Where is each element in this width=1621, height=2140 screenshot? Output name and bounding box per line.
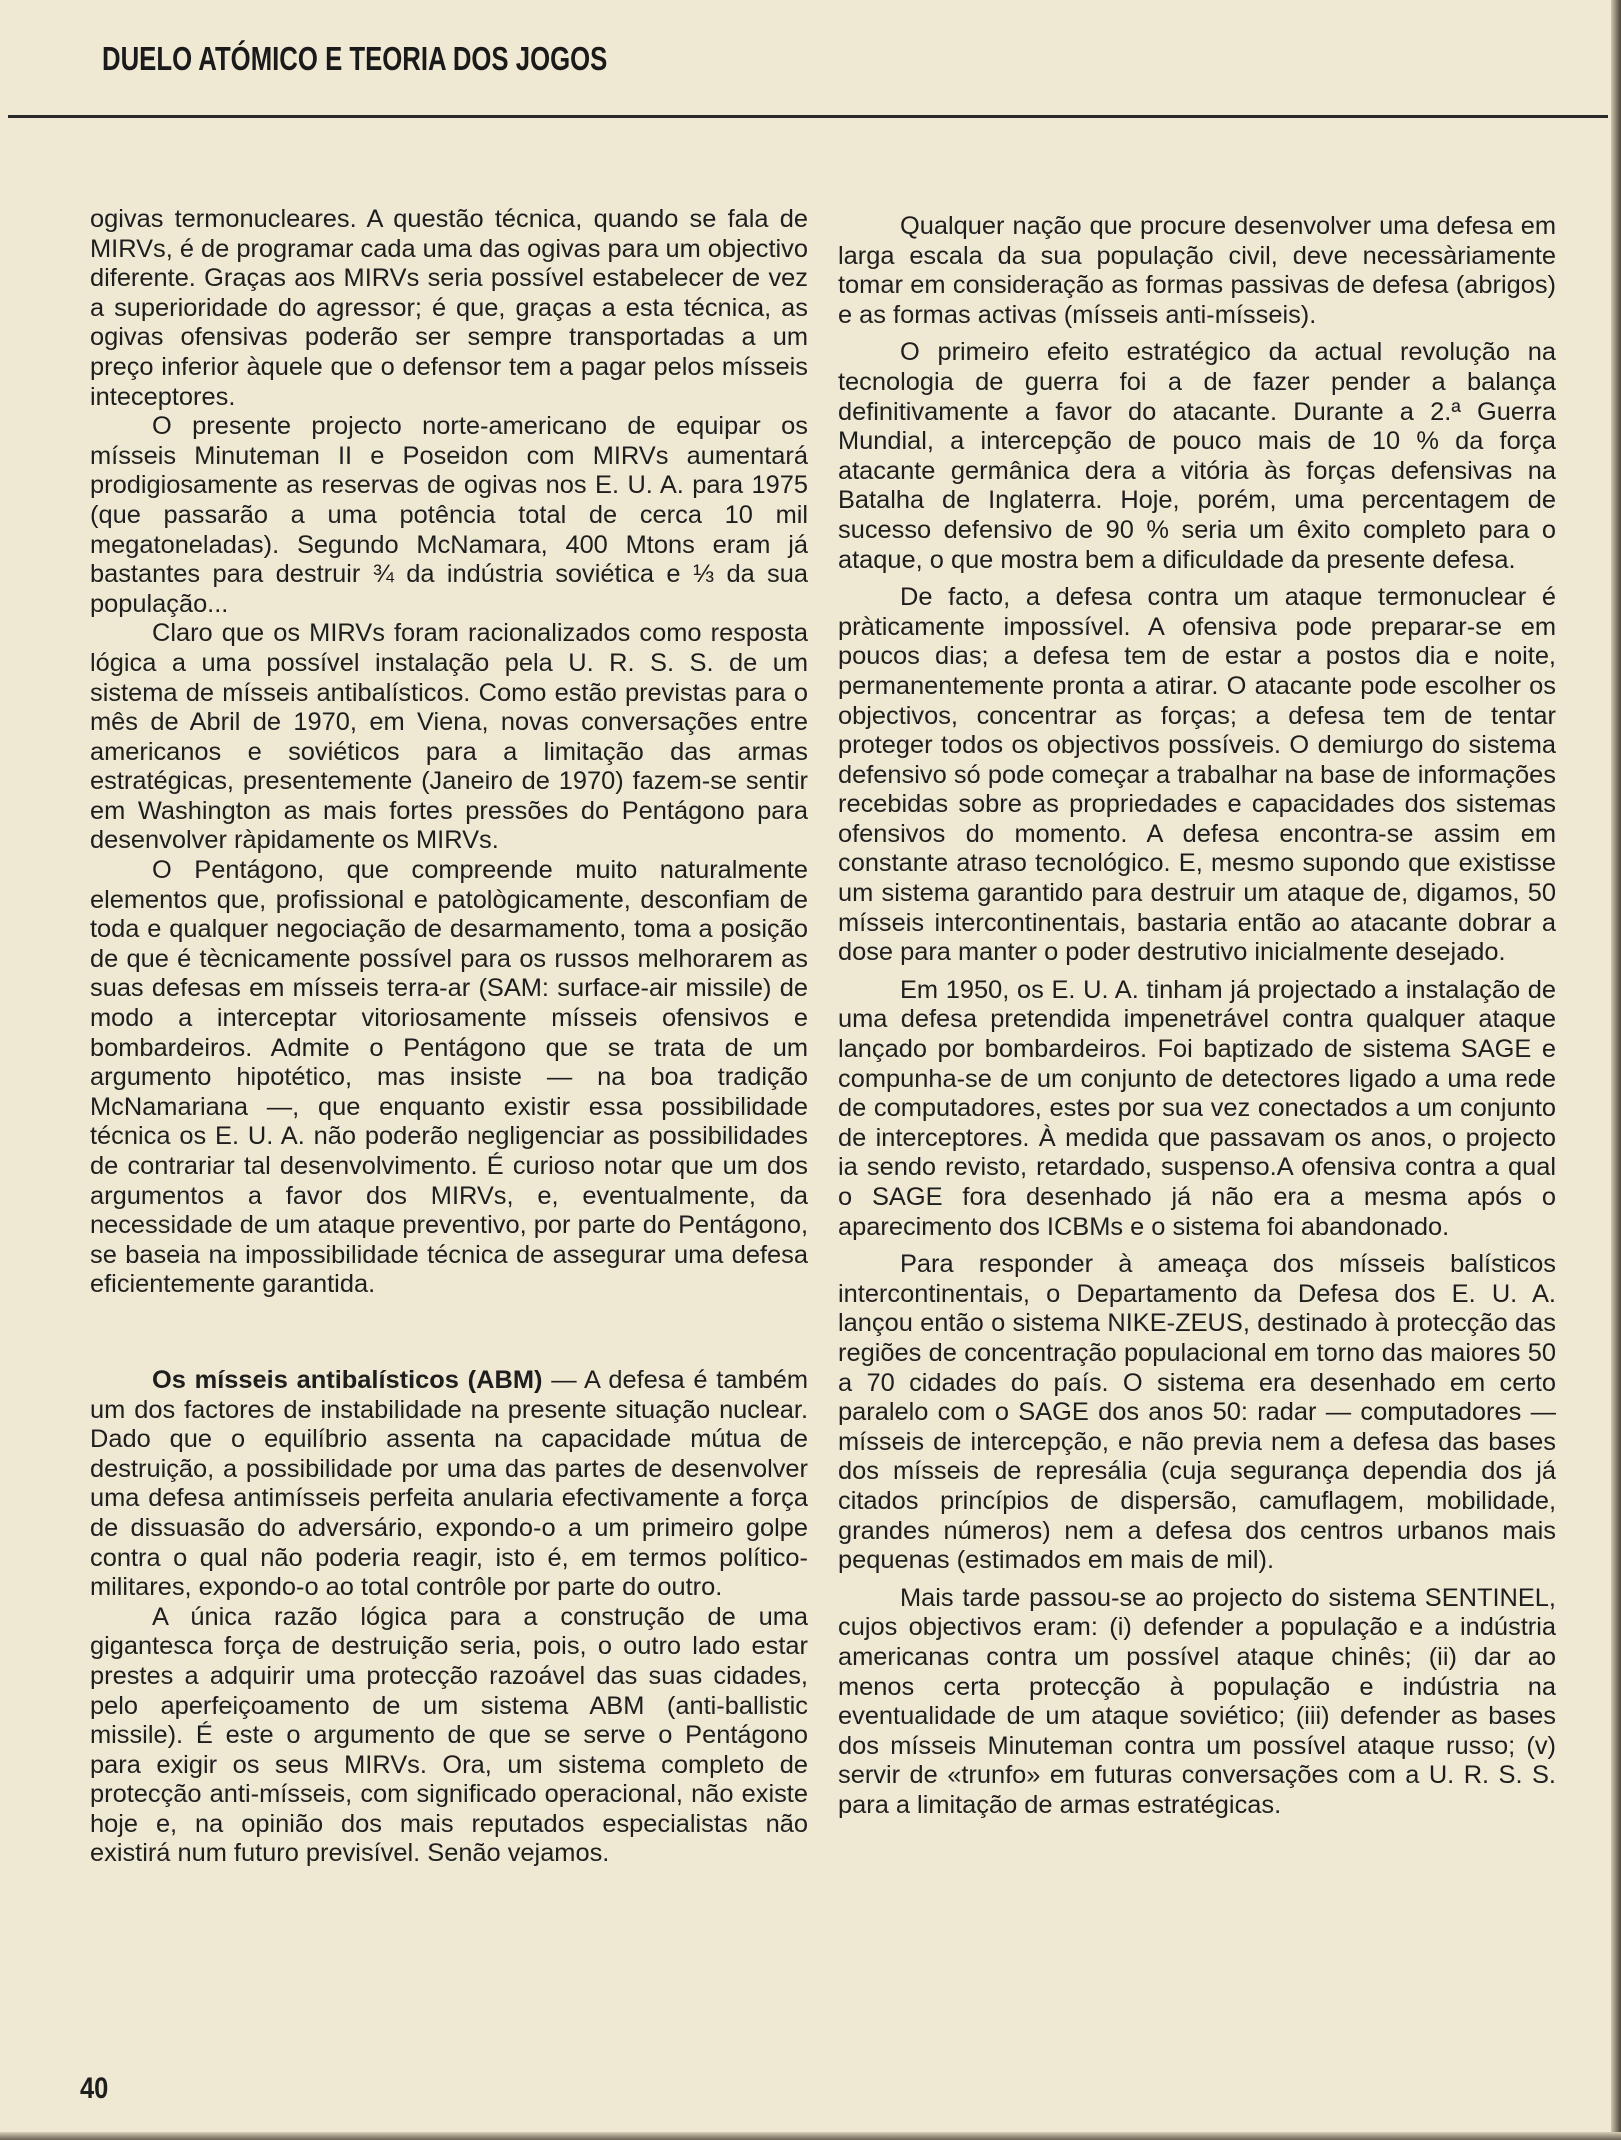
paragraph: O primeiro efeito estratégico da actual revolução na tecnologia de guerra foi a de fazer pender a balança definitivamente a favor do atacante. Durante a 2.ª Guerra Mundial, a intercepção de pouco mais de 10 % da força atacante germânica dera a vitória às forças defensivas na Batalha de Inglaterra. Hoje, porém, uma percentagem de sucesso defensivo de 90 % seria um êxito completo para o ataque, o que mostra bem a dificuldade da presente defesa. — [838, 338, 1556, 574]
paragraph: O presente projecto norte-americano de equipar os mísseis Minuteman II e Poseidon com MIRVs aumentará prodigiosamente as reservas de ogivas nos E. U. A. para 1975 (que passarão a uma potência total de cerca 10 mil megatoneladas). Segundo McNamara, 400 Mtons eram já bastantes para destruir ¾ da indústria soviética e ⅓ da sua população... — [90, 412, 808, 618]
paragraph: A única razão lógica para a construção de uma gigantesca força de destruição seria, pois, o outro lado estar prestes a adquirir uma protecção razoável das suas cidades, pelo aperfeiçoamento de um sistema ABM (anti-ballistic missile). É este o argumento de que se serve o Pentágono para exigir os seus MIRVs. Ora, um sistema completo de protecção anti-mísseis, com significado operacional, não existe hoje e, na opinião dos mais reputados especialistas não existirá num futuro previsível. Senão vejamos. — [90, 1602, 808, 1868]
paragraph: ogivas termonucleares. A questão técnica, quando se fala de MIRVs, é de programar cada uma das ogivas para um objectivo diferente. Graças aos MIRVs seria possível estabelecer de vez a superioridade do agressor; é que, graças a esta técnica, as ogivas ofensivas poderão ser sempre transportadas a um preço inferior àquele que o defensor tem a pagar pelos mísseis inteceptores. — [90, 205, 808, 411]
section-body: — A defesa é também um dos factores de instabilidade na presente situação nuclear. Dado que o equilíbrio assenta na capacidade mútua de destruição, a possibilidade por uma das partes de desenvolver uma defesa antimísseis perfeita anularia efectivamente a força de dissuasão do adversário, expondo-o a um primeiro golpe contra o qual não poderia reagir, isto é, em termos político-militares, expondo-o ao total contrôle por parte do outro. — [90, 1365, 808, 1602]
paragraph: Mais tarde passou-se ao projecto do sistema SENTINEL, cujos objectivos eram: (i) defender a população e a indústria americanas contra um possível ataque chinês; (ii) dar ao menos certa protecção à população e indústria na eventualidade de um ataque soviético; (iii) defender as bases dos mísseis Minuteman contra um possível ataque russo; (v) servir de «trunfo» em futuras conversações com a U. R. S. S. para a limitação de armas estratégicas. — [838, 1583, 1556, 1819]
paragraph: Em 1950, os E. U. A. tinham já projectado a instalação de uma defesa pretendida impenetrável contra qualquer ataque lançado por bombardeiros. Foi baptizado de sistema SAGE e compunha-se de um conjunto de detectores ligado a uma rede de computadores, estes por sua vez conectados a um conjunto de interceptores. À medida que passavam os anos, o projecto ia sendo revisto, retardado, suspenso.A ofensiva contra a qual o SAGE fora desenhado já não era a mesma após o aparecimento dos ICBMs e o sistema foi abandonado. — [838, 975, 1556, 1241]
running-title: DUELO ATÓMICO E TEORIA DOS JOGOS — [102, 40, 608, 77]
page-edge — [1611, 0, 1621, 2140]
page-edge-bottom — [0, 2132, 1621, 2140]
left-column — [90, 205, 808, 1869]
header-rule — [8, 115, 1608, 118]
section-heading: Os mísseis antibalísticos (ABM) — [152, 1365, 543, 1394]
section-paragraph — [90, 1366, 808, 1603]
paragraph: Para responder à ameaça dos mísseis balísticos intercontinentais, o Departamento da Defesa dos E. U. A. lançou então o sistema NIKE-ZEUS, destinado à protecção das regiões de concentração populacional em torno das maiores 50 a 70 cidades do país. O sistema era desenhado em certo paralelo com o SAGE dos anos 50: radar — computadores — mísseis de intercepção, e não previa nem a defesa das bases dos mísseis de represália (cuja segurança dependia dos já citados princípios de dispersão, camuflagem, mobilidade, grandes números) nem a defesa dos centros urbanos mais pequenas (estimados em mais de mil). — [838, 1250, 1556, 1575]
paragraph: De facto, a defesa contra um ataque termonuclear é pràticamente impossível. A ofensiva pode preparar-se em poucos dias; a defesa tem de estar a postos dia e noite, permanentemente pronta a atirar. O atacante pode escolher os objectivos, concentrar as forças; a defesa tem de tentar proteger todos os objectivos possíveis. O demiurgo do sistema defensivo só pode começar a trabalhar na base de informações recebidas sobre as propriedades e capacidades dos sistemas ofensivos do momento. A defesa encontra-se assim em constante atraso tecnológico. E, mesmo supondo que existisse um sistema garantido para destruir um ataque de, digamos, 50 mísseis intercontinentais, bastaria então ao atacante dobrar a dose para manter o poder destrutivo inicialmente desejado. — [838, 583, 1556, 967]
paragraph: O Pentágono, que compreende muito naturalmente elementos que, profissional e patològicamente, desconfiam de toda e qualquer negociação de desarmamento, toma a posição de que é tècnicamente possível para os russos melhorarem as suas defesas em mísseis terra-ar (SAM: surface-air missile) de modo a interceptar vitoriosamente mísseis ofensivos e bombardeiros. Admite o Pentágono que se trata de um argumento hipotético, mas insiste — na boa tradição McNamariana —, que enquanto existir essa possibilidade técnica os E. U. A. não poderão negligenciar as possibilidades de contrariar tal desenvolvimento. É curioso notar que um dos argumentos a favor dos MIRVs, e, eventualmente, da necessidade de um ataque preventivo, por parte do Pentágono, se baseia na impossibilidade técnica de assegurar uma defesa eficientemente garantida. — [90, 856, 808, 1299]
right-column — [838, 212, 1556, 1820]
paragraph: Claro que os MIRVs foram racionalizados como resposta lógica a uma possível instalação pela U. R. S. S. de um sistema de mísseis antibalísticos. Como estão previstas para o mês de Abril de 1970, em Viena, novas conversações entre americanos e soviéticos para a limitação das armas estratégicas, presentemente (Janeiro de 1970) fazem-se sentir em Washington as mais fortes pressões do Pentágono para desenvolver ràpidamente os MIRVs. — [90, 619, 808, 855]
page-number: 40 — [80, 2072, 109, 2105]
paragraph: Qualquer nação que procure desenvolver uma defesa em larga escala da sua população civil, deve necessàriamente tomar em consideração as formas passivas de defesa (abrigos) e as formas activas (mísseis anti-mísseis). — [838, 212, 1556, 329]
